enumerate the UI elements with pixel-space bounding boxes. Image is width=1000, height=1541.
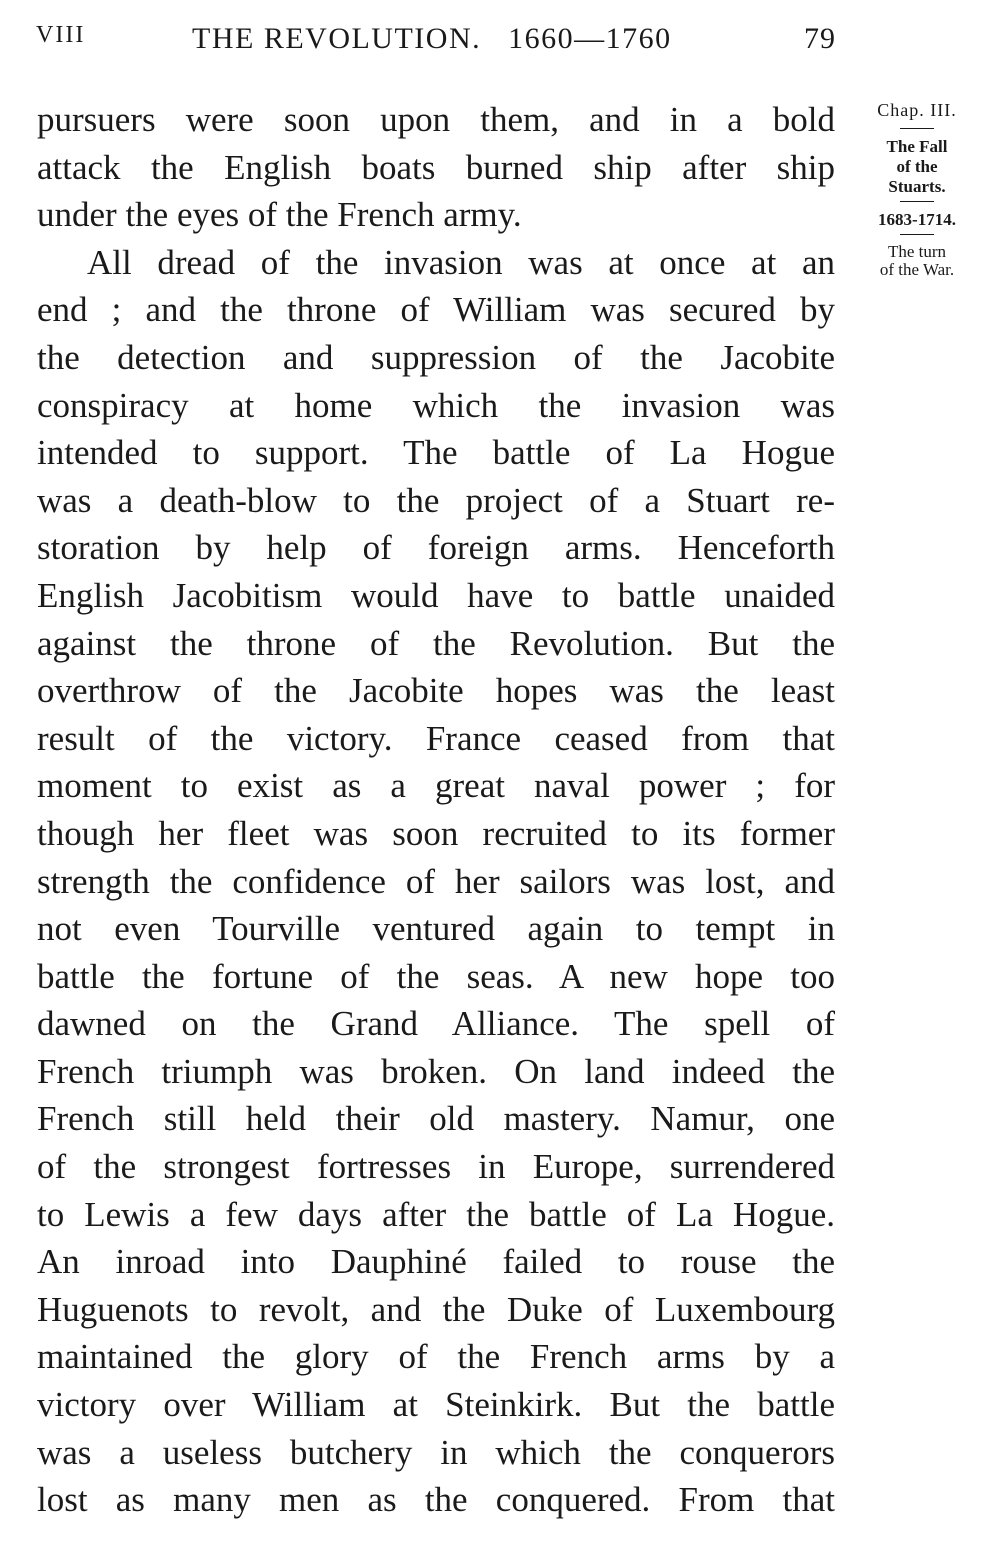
text-line: moment to exist as a great naval power ; for <box>37 766 835 806</box>
margin-dates: 1683-1714. <box>878 210 956 229</box>
text-line: An inroad into Dauphiné failed to rouse the <box>37 1242 835 1282</box>
margin-heading-line: The Fall <box>886 137 948 156</box>
running-title: THE REVOLUTION. 1660—1760 <box>192 22 672 55</box>
text-line: battle the fortune of the seas. A new hope too <box>37 956 835 996</box>
text-line: the detection and suppression of the Jacobite <box>37 337 835 377</box>
text-line: to Lewis a few days after the battle of La Hogue. <box>37 1194 835 1234</box>
text-line: not even Tourville ventured again to tempt in <box>37 909 835 949</box>
divider <box>900 128 934 129</box>
text-line: French triumph was broken. On land indeed the <box>37 1051 835 1091</box>
text-line: victory over William at Steinkirk. But the battle <box>37 1385 835 1425</box>
divider <box>900 201 934 202</box>
text-line: English Jacobitism would have to battle unaided <box>37 575 835 615</box>
margin-topic-line: of the War. <box>879 260 955 279</box>
text-line: overthrow of the Jacobite hopes was the least <box>37 671 835 711</box>
text-line: strength the confidence of her sailors was lost, and <box>37 861 835 901</box>
text-line: of the strongest fortresses in Europe, surrendered <box>37 1147 835 1187</box>
text-line: maintained the glory of the French arms by a <box>37 1337 835 1377</box>
text-line: end ; and the throne of William was secured by <box>37 290 835 330</box>
margin-topic-line: The turn <box>887 242 947 261</box>
text-line: Huguenots to revolt, and the Duke of Luxembourg <box>37 1289 835 1329</box>
text-line: conspiracy at home which the invasion was <box>37 385 835 425</box>
chapter-label: Chap. III. <box>877 100 957 120</box>
text-line: dawned on the Grand Alliance. The spell of <box>37 1004 835 1044</box>
text-line: storation by help of foreign arms. Henceforth <box>37 528 835 568</box>
text-line: All dread of the invasion was at once at an <box>87 242 835 282</box>
text-line: lost as many men as the conquered. From that <box>37 1480 835 1520</box>
text-line: against the throne of the Revolution. But the <box>37 623 835 663</box>
text-line: under the eyes of the French army. <box>37 195 522 235</box>
text-line: was a useless butchery in which the conquerors <box>37 1432 835 1472</box>
text-line: pursuers were soon upon them, and in a bold <box>37 100 835 139</box>
body-text <box>37 96 835 1524</box>
text-line: intended to support. The battle of La Hogue <box>37 433 835 473</box>
page-number: 79 <box>804 22 836 55</box>
running-header <box>36 22 836 66</box>
divider <box>900 234 934 235</box>
text-line: though her fleet was soon recruited to its former <box>37 813 835 853</box>
text-line: attack the English boats burned ship after ship <box>37 147 835 187</box>
margin-notes <box>852 100 982 279</box>
text-line: result of the victory. France ceased from that <box>37 718 835 758</box>
margin-heading-line: of the <box>896 157 938 176</box>
text-line: French still held their old mastery. Namur, one <box>37 1099 835 1139</box>
text-line: was a death-blow to the project of a Stuart re- <box>37 480 835 520</box>
margin-heading-line: Stuarts. <box>888 177 946 196</box>
section-number: VIII <box>36 22 86 48</box>
